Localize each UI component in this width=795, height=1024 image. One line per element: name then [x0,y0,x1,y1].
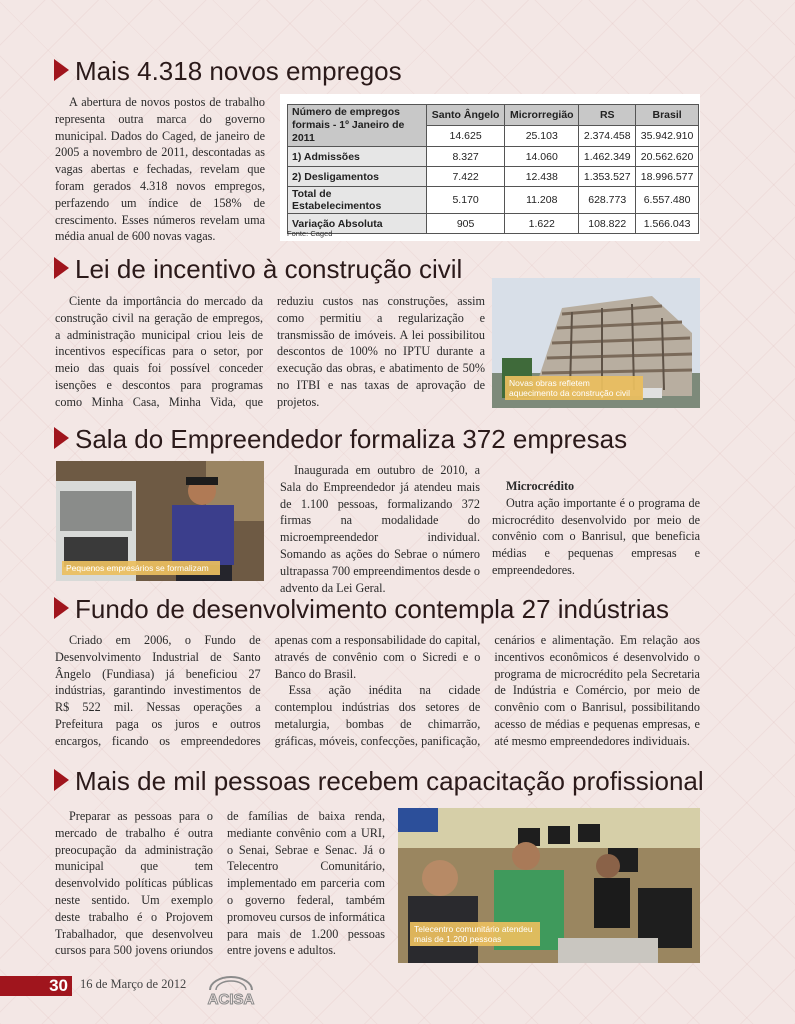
microcredito-subhead: Microcrédito [506,479,575,493]
table-cell: 5.170 [427,187,505,214]
table-cell: 14.625 [427,126,505,147]
acisa-logo-icon [196,970,266,1008]
row-label: Variação Absoluta [288,214,427,234]
table-cell: 25.103 [505,126,579,147]
table-row [288,167,699,187]
construction-caption: Novas obras refletem aquecimento da construção civil [505,376,643,400]
issue-date: 16 de Março de 2012 [80,977,187,991]
table-cell: 11.208 [505,187,579,214]
table-cell: 108.822 [579,214,636,234]
row-label: 2) Desligamentos [288,167,427,187]
table-cell: 2.374.458 [579,126,636,147]
table-cell: 18.996.577 [636,167,699,187]
fundo-text: Criado em 2006, o Fundo de Desenvolvimento Industrial de Santo Ângelo (Fundiasa) já beneficiou 27 indústrias, garantindo investimentos de R$ 522 mil. Nessas operações a Prefeitura paga os juros e outros encargos, ficando os empreendedores apenas com a responsabilidade do capital, através de convênio com o Sicredi e o Banco do Brasil. Essa ação inédita na cidade contemplou indústrias dos setores de metalurgia, bombas de chimarrão, gráficas, móveis, confecções, panificação, cenários e alimentação. Em relação aos incentivos econômicos é desenvolvido o programa de microcrédito pela Secretaria de Indústria e Comércio, por meio de convênio com o Banrisul, possibilitando acesso de médias e pequenas empresas, e até mesmo empreendedores individuais. [55,633,700,748]
column-header: Santo Ângelo [427,105,505,126]
table-cell: 20.562.620 [636,147,699,167]
section-title-empregos: Mais 4.318 novos empregos [54,56,402,86]
column-header: RS [579,105,636,126]
capacitacao-text: Preparar as pessoas para o mercado de trabalho é outra preocupação da administração municipal que tem desenvolvido políticas públicas neste sentido. Um exemplo deste trabalho é o Projovem Trabalhador, que desenvolveu cursos para 500 jovens oriundos de famílias de baixa renda, mediante convênio com a URI, o Senai, Sebrae e Senac. Já o Telecentro Comunitário, implementado em parceria com o governo federal, também promoveu cursos de informática para mais de 1.200 pessoas entre jovens e adultos. [55,809,385,958]
svg-text:ACISA: ACISA [207,991,255,1008]
table-row [288,147,699,167]
empregos-text: A abertura de novos postos de trabalho representa outra marca do governo municipal. Dados do Caged, de janeiro de 2005 a novembro de 2011, descontadas as vagas abertas e fechadas, revelam que foram gerados 4.318 novos empregos, perfazendo um índice de 158% de crescimento. Esses números revelam uma média anual de 600 novas vagas. [55,95,265,244]
section-title-fundo: Fundo de desenvolvimento contempla 27 indústrias [54,594,669,624]
triangle-bullet-icon [54,769,69,791]
table-row [288,187,699,214]
construcao-text: Ciente da importância do mercado da construção civil na geração de empregos, a administração municipal criou leis de incentivos específicas para o setor, por meio das quais foi possível conceder isenções e descontos para programas como Minha Casa, Minha Vida, que reduziu custos nas construções, assim como permitiu a regularização e transmissão de imóveis. A lei possibilitou descontos de 100% no IPTU durante a execução das obras, e abatimento de 50% no ITBI e nas taxas de aprovação de projetos. [55,294,485,409]
triangle-bullet-icon [54,59,69,81]
table-source: Fonte: Caged [287,229,333,238]
page-number: 30 [0,976,72,996]
microcredito-text: Microcrédito Outra ação importante é o programa de microcrédito desenvolvido por meio de convênio com o Banrisul, que beneficia médias e pequenas empresas e empreendedores. [492,479,700,577]
table-cell: 1.622 [505,214,579,234]
table-corner-header: Número de empregos formais - 1º Janeiro de 2011 [288,105,427,147]
table-cell: 1.566.043 [636,214,699,234]
column-header: Microrregião [505,105,579,126]
row-label: Total de Estabelecimentos [288,187,427,214]
table-cell: 628.773 [579,187,636,214]
triangle-bullet-icon [54,427,69,449]
table-cell: 905 [427,214,505,234]
row-label: 1) Admissões [288,147,427,167]
table-cell: 1.353.527 [579,167,636,187]
table-cell: 35.942.910 [636,126,699,147]
table-cell: 8.327 [427,147,505,167]
table-header-row [288,105,699,126]
triangle-bullet-icon [54,257,69,279]
triangle-bullet-icon [54,597,69,619]
entrepreneur-caption: Pequenos empresários se formalizam [62,561,220,575]
section-title-capacitacao: Mais de mil pessoas recebem capacitação profissional [54,766,704,796]
telecentro-caption: Telecentro comunitário atendeu mais de 1.200 pessoas [410,922,540,946]
column-header: Brasil [636,105,699,126]
table-cell: 12.438 [505,167,579,187]
table-row [288,214,699,234]
table-cell: 1.462.349 [579,147,636,167]
table-cell: 7.422 [427,167,505,187]
section-title-empreendedor: Sala do Empreendedor formaliza 372 empresas [54,424,627,454]
table-cell: 6.557.480 [636,187,699,214]
employment-table [287,104,699,234]
section-title-construcao: Lei de incentivo à construção civil [54,254,462,284]
empreendedor-text: Inaugurada em outubro de 2010, a Sala do Empreendedor já atendeu mais de 1.100 pessoas, formalizando 372 firmas na modalidade do microempreendedor individual. Somando as ações do Sebrae o número ultrapassa 700 empreendimentos desde o advento da Lei Geral. [280,463,480,595]
table-cell: 14.060 [505,147,579,167]
